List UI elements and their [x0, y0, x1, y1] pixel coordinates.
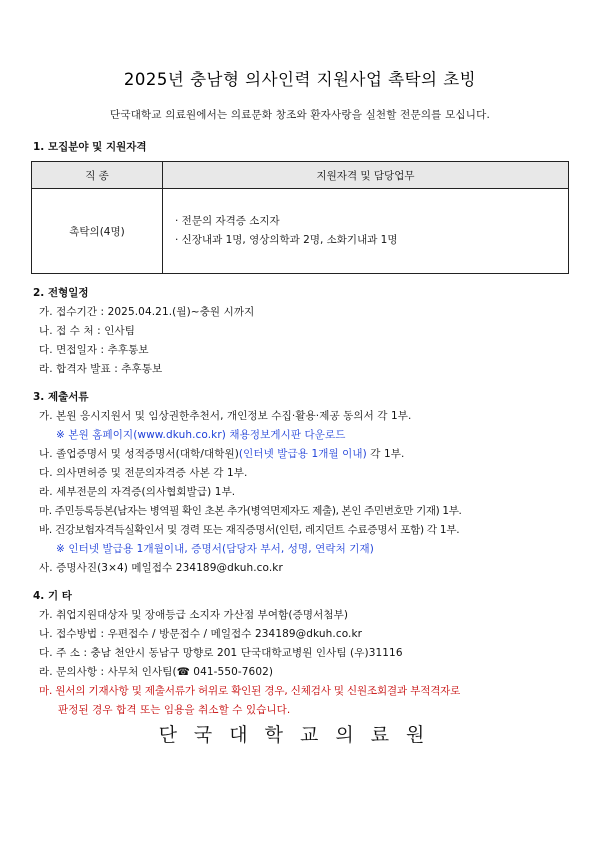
document-item-text: 나. 졸업증명서 및 성적증명서(대학/대학원): [39, 448, 239, 460]
document-note: ※ 본원 홈페이지(www.dkuh.co.kr) 채용정보게시판 다운로드: [56, 429, 346, 441]
document-item: 다. 의사면허증 및 전문의자격증 사본 각 1부.: [39, 467, 248, 479]
schedule-item: 다. 면접일자 : 추후통보: [39, 344, 149, 356]
document-item-highlight: (인터넷 발급용 1개월 이내): [238, 448, 367, 460]
qualification-table: [31, 161, 569, 274]
section-2-heading: 2. 전형일정: [33, 287, 89, 299]
intro-text: 단국대학교 의료원에서는 의료문화 창조와 환자사랑을 실천할 전문의를 모십니다.: [110, 109, 490, 121]
document-note: ※ 인터넷 발급용 1개월이내, 증명서(담당자 부서, 성명, 연락처 기재): [56, 543, 374, 555]
table-row: [32, 189, 569, 274]
warning-text: 마. 원서의 기재사항 및 제출서류가 허위로 확인된 경우, 신체검사 및 신원조회결과 부적격자로: [39, 685, 461, 697]
misc-item: 다. 주 소 : 충남 천안시 동남구 망향로 201 단국대학교병원 인사팀 (우)31116: [39, 647, 403, 659]
header-duties: 지원자격 및 담당업무: [163, 162, 569, 189]
section-3-heading: 3. 제출서류: [33, 391, 89, 403]
schedule-item: 가. 접수기간 : 2025.04.21.(월)~충원 시까지: [39, 306, 255, 318]
document-item: 가. 본원 응시지원서 및 임상권한추천서, 개인정보 수집·활용·제공 동의서 각 1부.: [39, 410, 412, 422]
document-item: 사. 증명사진(3×4) 메일접수 234189@dkuh.co.kr: [39, 562, 283, 574]
document-item: [39, 446, 404, 461]
document-item-text: 각 1부.: [366, 448, 405, 460]
duty-item: · 전문의 자격증 소지자: [175, 215, 280, 227]
position-cell: 촉탁의(4명): [32, 189, 163, 274]
misc-item: 라. 문의사항 : 사무처 인사팀(☎ 041-550-7602): [39, 666, 274, 678]
header-position: 직 종: [32, 162, 163, 189]
document-item: 라. 세부전문의 자격증(의사협회발급) 1부.: [39, 486, 236, 498]
warning-text: 판정된 경우 합격 또는 임용을 취소할 수 있습니다.: [58, 704, 291, 716]
misc-item: 가. 취업지원대상자 및 장애등급 소지자 가산점 부여함(증명서첨부): [39, 609, 349, 621]
misc-item: 나. 접수방법 : 우편접수 / 방문접수 / 메일접수 234189@dkuh.co.kr: [39, 628, 363, 640]
duties-cell: [163, 189, 569, 274]
document-item: 바. 건강보험자격득실확인서 및 경력 또는 재직증명서(인턴, 레지던트 수료증명서 포함) 각 1부.: [39, 524, 460, 536]
section-1-heading: 1. 모집분야 및 지원자격: [33, 141, 147, 153]
section-4-heading: 4. 기 타: [33, 590, 72, 602]
document-item: 마. 주민등록등본(남자는 병역필 확인 초본 추가(병역면제자도 제출), 본인 주민번호만 기재) 1부.: [39, 505, 462, 517]
page-title: 2025년 충남형 의사인력 지원사업 촉탁의 초빙: [123, 70, 477, 89]
institution-name: 단국대학교의료원: [158, 724, 442, 746]
table-header-row: [32, 162, 569, 189]
schedule-item: 나. 접 수 처 : 인사팀: [39, 325, 135, 337]
duty-item: · 신장내과 1명, 영상의학과 2명, 소화기내과 1명: [175, 234, 398, 246]
schedule-item: 라. 합격자 발표 : 추후통보: [39, 363, 163, 375]
